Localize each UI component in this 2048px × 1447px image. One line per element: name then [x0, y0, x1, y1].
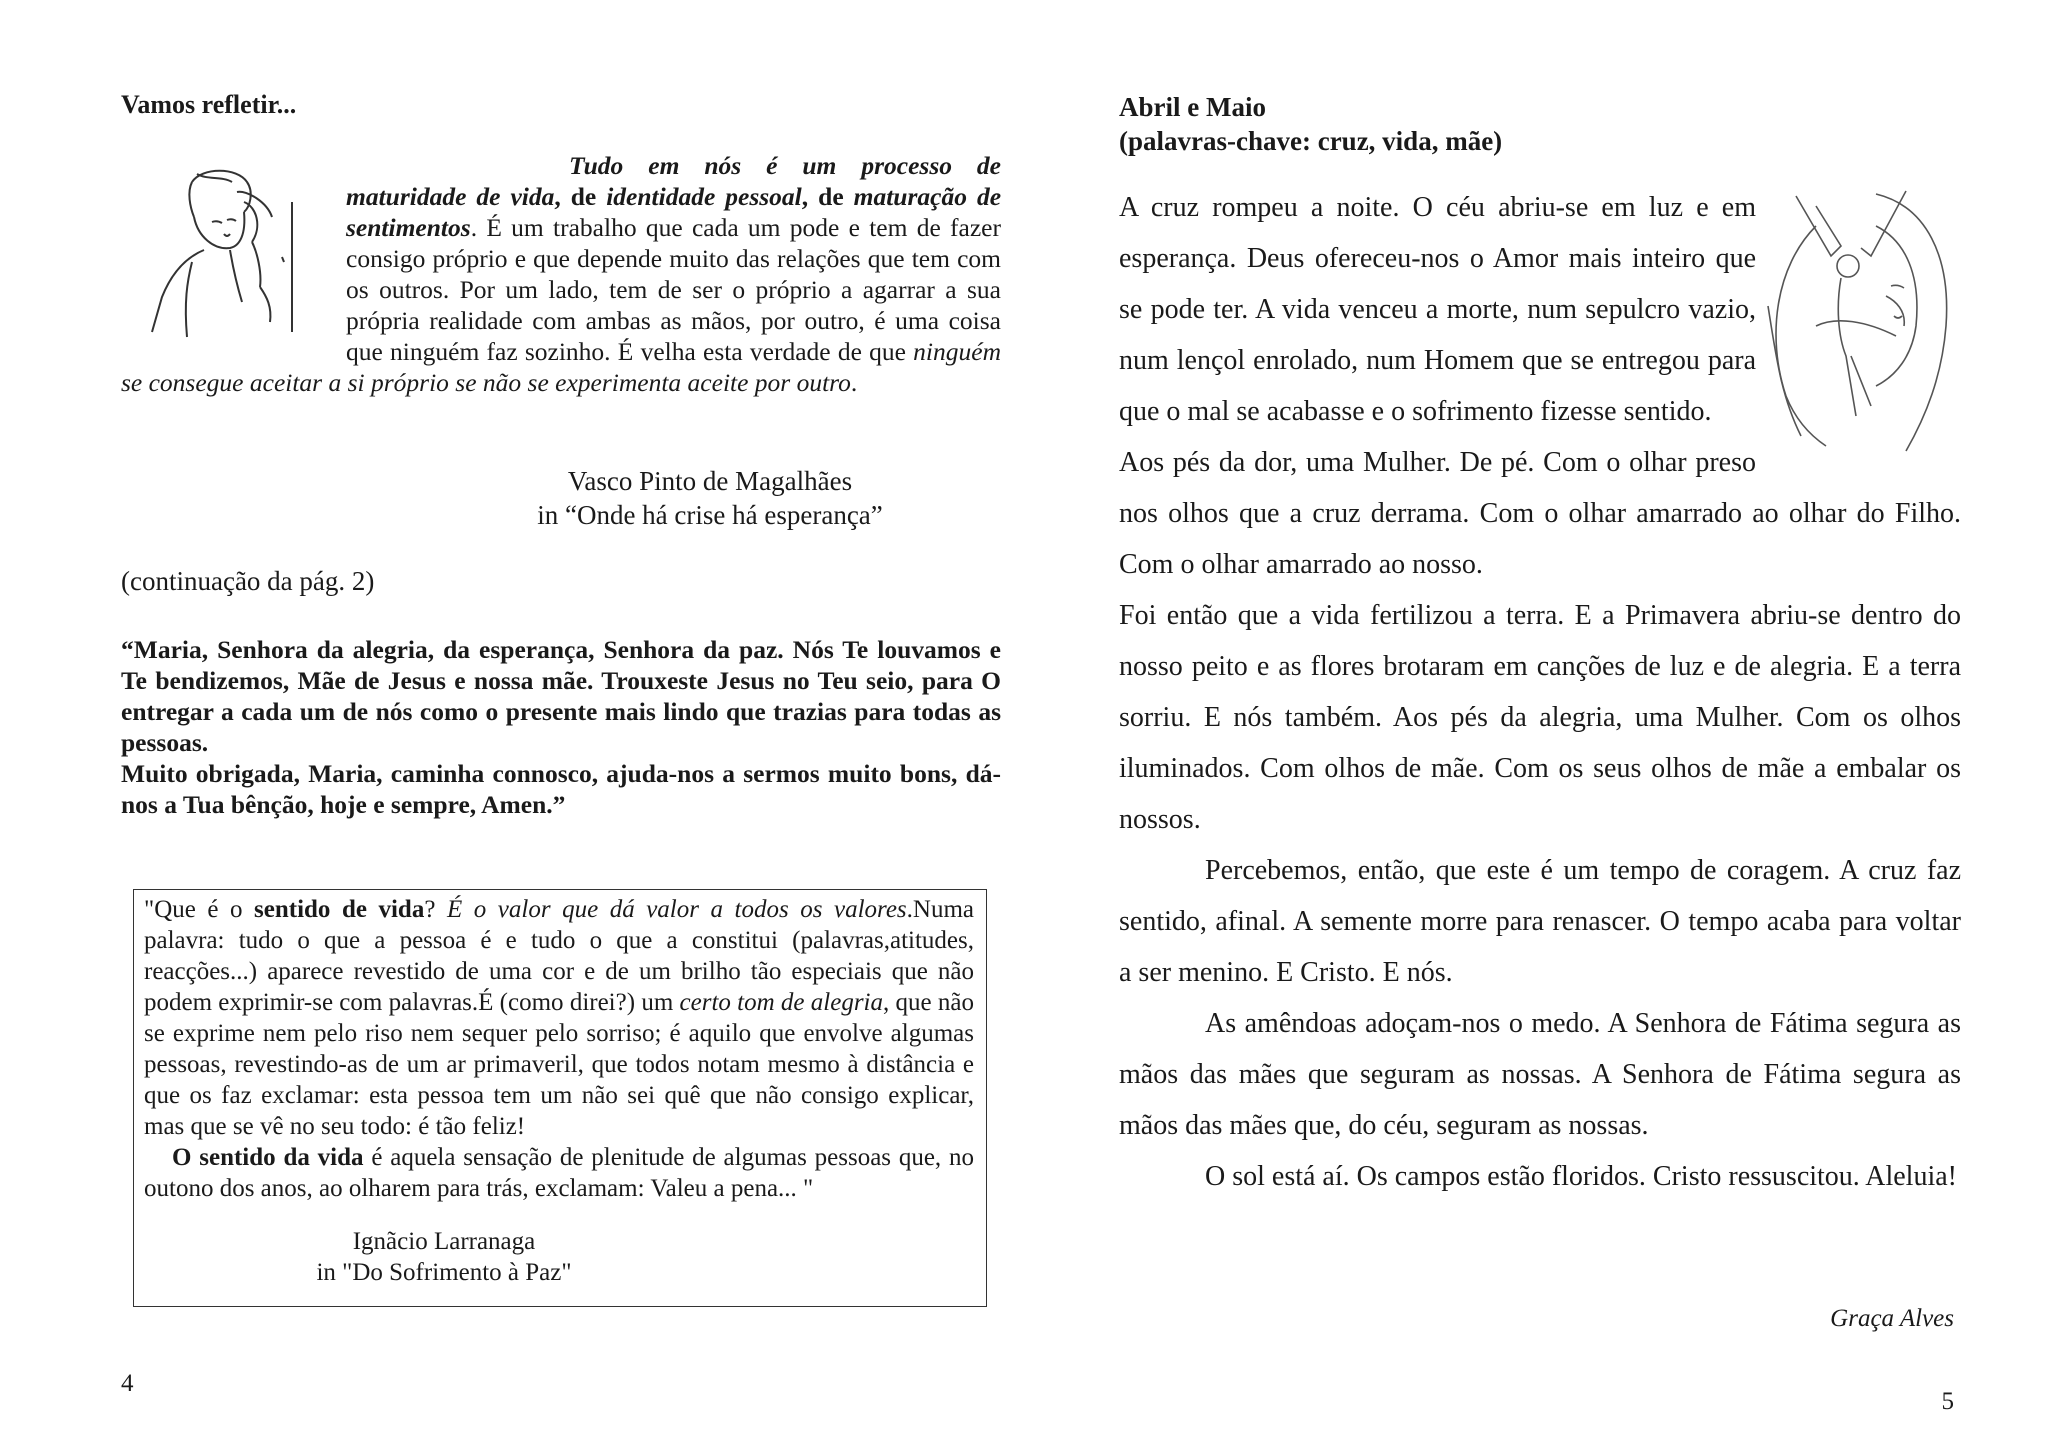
para-6: O sol está aí. Os campos estão floridos. Cristo ressuscitou. Aleluia! — [1205, 1161, 1957, 1192]
illustration-float-right — [1756, 182, 1961, 472]
quote-1-end: . — [850, 368, 858, 397]
prayer-part-1: “Maria, Senhora da alegria, da esperança, Senhora da paz. Nós Te louvamos e Te bendizemos, Mãe de Jesus e nossa mãe. Trouxeste Jesus no Teu seio, para O entregar a cada um de nós como o presente mais lindo que trazias para todas as pessoas. — [121, 635, 1001, 757]
page-number-left: 4 — [121, 1370, 134, 1397]
page-number-right: 5 — [1941, 1388, 1954, 1415]
quote-1-bold-italic-b: identidade pessoal — [606, 182, 802, 211]
quote-1-bold-b: , de — [801, 182, 854, 211]
right-page — [1024, 0, 2048, 1447]
quote-box-text — [144, 894, 974, 1204]
box-t9: é aquela sensação de plenitude de algumas pessoas que, no outono dos anos, ao olharem para trás, exclamam: Valeu a pena... " — [144, 1144, 974, 1202]
article-title: Abril e Maio — [1119, 92, 1266, 122]
article-body — [1119, 182, 1961, 1202]
box-t2: sentido de vida — [254, 896, 425, 923]
box-t4: É o valor que dá valor a todos os valores — [446, 896, 907, 923]
box-t1: "Que é o — [144, 896, 255, 923]
quote-1-bold-italic-c: maturação de sentimentos — [346, 182, 1002, 242]
para-3: Foi então que a vida fertilizou a terra. E a Primavera abriu-se dentro do nosso peito e as flores brotaram em canções de luz e de alegria. E a terra sorriu. E nós também. Aos pés da alegria, uma Mulher. Com os olhos iluminados. Com olhos de mãe. Com os seus olhos de mãe a embalar os nossos. — [1119, 600, 1961, 835]
continuation-note: (continuação da pág. 2) — [121, 566, 375, 596]
box-t3: ? — [424, 896, 447, 923]
box-para-2 — [144, 1142, 974, 1204]
prayer-part-2: Muito obrigada, Maria, caminha connosco, ajuda-nos a sermos muito bons, dá-nos a Tua bênção, hoje e sempre, Amen.” — [121, 759, 1001, 819]
article-heading — [1119, 90, 1502, 158]
prayer — [121, 634, 1001, 820]
box-t7: , que não se exprime nem pelo riso nem sequer pelo sorriso; é aquilo que envolve algumas pessoas, revestindo-as de um ar primaveril, que todos notam mesmo à distância e que os faz exclamar: esta pessoa tem um não sei quê que não consigo explicar, mas que se vê no seu todo: é tão feliz! — [144, 989, 974, 1140]
para-2: Aos pés da dor, uma Mulher. De pé. Com o olhar preso nos olhos que a cruz derrama. Com o olhar amarrado ao olhar do Filho. Com o olhar amarrado ao nosso. — [1119, 447, 1961, 580]
box-t6: certo tom de alegria — [679, 989, 884, 1016]
para-4: Percebemos, então, que este é um tempo de coragem. A cruz faz sentido, afinal. A semente morre para renascer. O tempo acaba para voltar a ser menino. E Cristo. E nós. — [1119, 855, 1961, 988]
quote-1-bold-a: , de — [554, 182, 607, 211]
para-1: A cruz rompeu a noite. O céu abriu-se em luz e em esperança. Deus ofereceu-nos o Amor mais inteiro que se pode ter. A vida venceu a morte, num sepulcro vazio, num lençol enrolado, num Homem que se entregou para que o mal se acabasse e o sofrimento fizesse sentido. — [1119, 192, 1756, 427]
attribution-1-source: in “Onde há crise há esperança” — [537, 500, 883, 530]
attribution-1-name: Vasco Pinto de Magalhães — [567, 466, 853, 496]
box-attribution — [284, 1226, 604, 1288]
article-subtitle: (palavras-chave: cruz, vida, mãe) — [1119, 126, 1503, 156]
box-source: in "Do Sofrimento à Paz" — [316, 1259, 572, 1286]
box-t8: O sentido da vida — [172, 1144, 364, 1171]
article-author: Graça Alves — [1830, 1305, 1954, 1332]
quote-1-text: . É um trabalho que cada um pode e tem de fazer consigo próprio e que depende muito das relações que tem com os outros. Por um lado, tem de ser o próprio a agarrar a sua própria realidade com ambas as mãos, por outro, é uma coisa que ninguém faz sozinho. É velha esta verdade de que — [346, 213, 1001, 366]
box-author: Ignãcio Larranaga — [352, 1228, 536, 1255]
quote-box — [133, 889, 987, 1307]
illustration-float — [121, 150, 346, 340]
quote-1-italic: ninguém se consegue aceitar a si próprio se não se experimenta aceite por outro — [121, 337, 1001, 397]
para-5: As amêndoas adoçam-nos o medo. A Senhora de Fátima segura as mãos das mães que seguram as nossas. A Senhora de Fátima segura as mãos das mães que, do céu, seguram as nossas. — [1119, 1008, 1961, 1141]
box-t5: .Numa palavra: tudo o que a pessoa é e tudo o que a constitui (palavras,atitudes, reacções...) aparece revestido de uma cor e de um brilho tão especiais que não podem exprimir-se com palavras.É (como direi?) um — [144, 896, 975, 1016]
quote-1 — [121, 150, 1001, 398]
quote-1-bold-italic-a: Tudo em nós é um processo de maturidade de vida — [346, 151, 1001, 211]
reflect-heading: Vamos refletir... — [121, 90, 297, 119]
attribution-1 — [520, 464, 900, 532]
